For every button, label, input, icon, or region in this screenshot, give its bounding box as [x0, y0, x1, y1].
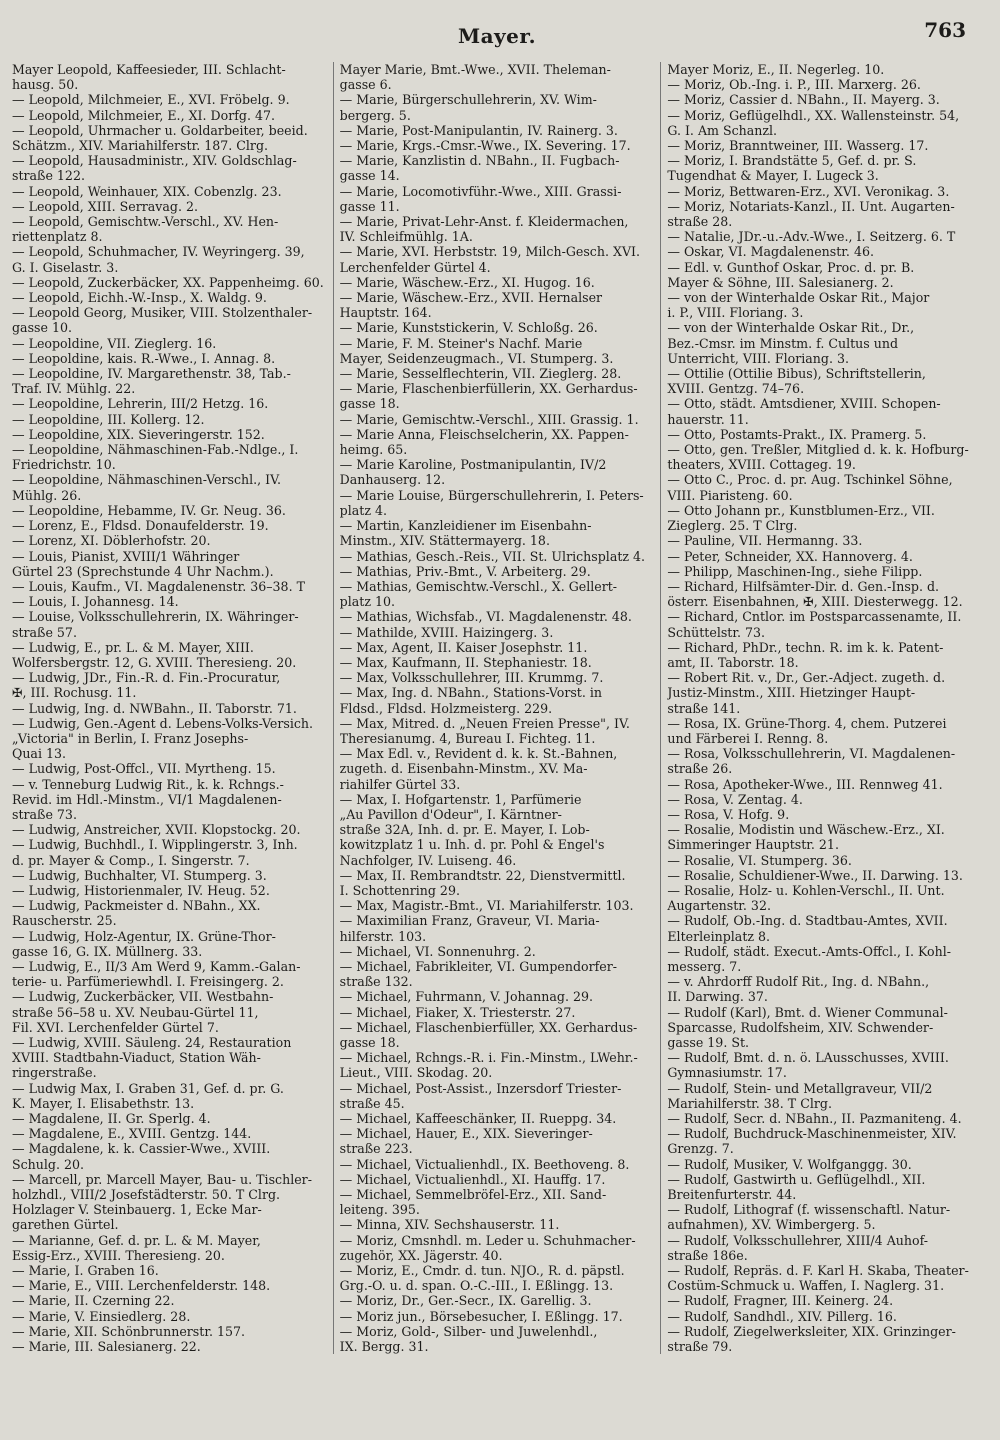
- entry-line: theaters, XVIII. Cottageg. 19.: [667, 457, 856, 473]
- entry-line: — Leopold, Uhrmacher u. Goldarbeiter, beeid.: [12, 122, 308, 138]
- entry-line: Gymnasiumstr. 17.: [667, 1065, 787, 1081]
- entry-line: — Marie, XVI. Herbststr. 19, Milch-Gesch. XVI.: [339, 244, 641, 260]
- entry-line: straße 132.: [339, 974, 413, 990]
- entry-line: — Otto C., Proc. d. pr. Aug. Tschinkel Söhne,: [667, 472, 953, 488]
- entry-line: — Michael, Rchngs.-R. i. Fin.-Minstm., LWehr.-: [339, 1050, 638, 1066]
- column-right: [660, 62, 988, 1354]
- entry-line: aufnahmen), XV. Wimbergerg. 5.: [667, 1217, 876, 1233]
- entry-line: XVIII. Gentzg. 74–76.: [667, 381, 805, 397]
- entry-line: — Leopoldine, III. Kollerg. 12.: [12, 411, 205, 427]
- entry-line: — Ludwig, Gen.-Agent d. Lebens-Volks-Versich.: [12, 715, 314, 731]
- entry-line: — Rudolf, städt. Execut.-Amts-Offcl., I. Kohl-: [667, 943, 952, 959]
- entry-line: — Max, Volksschullehrer, III. Krummg. 7.: [339, 670, 604, 686]
- entry-line: zugehör, XX. Jägerstr. 40.: [339, 1247, 503, 1263]
- entry-line: d. pr. Mayer & Comp., I. Singerstr. 7.: [12, 852, 250, 868]
- entry-line: gasse 14.: [339, 168, 400, 184]
- entry-line: — Ludwig, XVIII. Säuleng. 24, Restauration: [12, 1035, 292, 1050]
- entry-line: — Rudolf, Lithograf (f. wissenschaftl. Natur-: [667, 1202, 951, 1218]
- entry-line: G. I. Giselastr. 3.: [12, 259, 119, 275]
- entry-line: bergerg. 5.: [339, 107, 411, 123]
- entry-line: — Max, Kaufmann, II. Stephaniestr. 18.: [339, 654, 592, 670]
- entry-line: — Robert Rit. v., Dr., Ger.-Adject. zugeth. d.: [667, 670, 946, 686]
- entry-line: — Max, I. Hofgartenstr. 1, Parfümerie: [339, 791, 582, 807]
- entry-line: — Otto Johann pr., Kunstblumen-Erz., VII.: [667, 502, 935, 518]
- entry-line: Sparcasse, Rudolfsheim, XIV. Schwender-: [667, 1019, 934, 1035]
- entry-line: — Marie, Post-Manipulantin, IV. Rainerg. 3.: [339, 122, 618, 138]
- entry-line: — Rudolf, Bmt. d. n. ö. LAusschusses, XVIII.: [667, 1050, 949, 1066]
- entry-line: Schulg. 20.: [12, 1156, 85, 1172]
- entry-line: — v. Ahrdorff Rudolf Rit., Ing. d. NBahn.,: [667, 974, 930, 990]
- entry-line: Lerchenfelder Gürtel 4.: [339, 259, 491, 275]
- entry-line: Mayer & Söhne, III. Salesianerg. 2.: [667, 274, 894, 290]
- entry-line: riettenplatz 8.: [12, 229, 103, 245]
- entry-line: — Marianne, Gef. d. pr. L. & M. Mayer,: [12, 1232, 261, 1248]
- entry-line: — Martin, Kanzleidiener im Eisenbahn-: [339, 518, 592, 534]
- entry-line: — Leopoldine, XIX. Sieveringerstr. 152.: [12, 426, 265, 442]
- entry-line: — Ludwig, Anstreicher, XVII. Klopstockg. 20.: [12, 822, 301, 838]
- entry-line: — Rudolf (Karl), Bmt. d. Wiener Communal-: [667, 1004, 948, 1020]
- entry-line: — Marie Karoline, Postmanipulantin, IV/2: [339, 457, 607, 473]
- entry-line: — Leopold, Zuckerbäcker, XX. Pappenheimg. 60.: [12, 274, 324, 290]
- entry-line: — Ludwig, Buchhalter, VI. Stumperg. 3.: [12, 867, 267, 883]
- entry-line: — Marie, Flaschenbierfüllerin, XX. Gerhardus-: [339, 381, 638, 397]
- entry-line: — Ludwig, Holz-Agentur, IX. Grüne-Thor-: [12, 928, 276, 944]
- entry-line: — Leopold, Milchmeier, E., XI. Dorfg. 47.: [12, 107, 275, 123]
- entry-line: — Rosalie, Modistin und Wäschew.-Erz., XI.: [667, 822, 945, 838]
- entry-line: — Magdalene, k. k. Cassier-Wwe., XVIII.: [12, 1141, 271, 1157]
- entry-line: — Marcell, pr. Marcell Mayer, Bau- u. Tischler-: [12, 1171, 312, 1187]
- entry-line: — Moriz jun., Börsebesucher, I. Eßlingg. 17.: [339, 1308, 623, 1324]
- entry-line: — Max Edl. v., Revident d. k. k. St.-Bahnen,: [339, 746, 618, 762]
- entry-line: — Magdalene, E., XVIII. Gentzg. 144.: [12, 1126, 252, 1142]
- entry-line: — Leopoldine, Hebamme, IV. Gr. Neug. 36.: [12, 502, 286, 518]
- entry-line: straße 122.: [12, 168, 85, 184]
- entry-line: gasse 6.: [339, 77, 392, 93]
- entry-line: platz 4.: [339, 502, 387, 518]
- entry-line: — Marie, Sesselflechterin, VII. Zieglerg. 28.: [339, 366, 622, 382]
- entry-line: — Leopoldine, Lehrerin, III/2 Hetzg. 16.: [12, 396, 269, 412]
- entry-line: gasse 11.: [339, 198, 400, 214]
- entry-line: — Rudolf, Secr. d. NBahn., II. Pazmaniteng. 4.: [667, 1111, 962, 1127]
- entry-line: — Rudolf, Musiker, V. Wolfganggg. 30.: [667, 1156, 912, 1172]
- entry-line: Mühlg. 26.: [12, 487, 82, 503]
- entry-line: — Max, Mitred. d. „Neuen Freien Presse", IV.: [339, 715, 630, 731]
- entry-line: — Max, Magistr.-Bmt., VI. Mariahilferstr. 103.: [339, 898, 634, 914]
- entry-line: — Pauline, VII. Hermanng. 33.: [667, 533, 863, 549]
- entry-line: — Ludwig, Historienmaler, IV. Heug. 52.: [12, 882, 270, 898]
- entry-line: — Richard, Hilfsämter-Dir. d. Gen.-Insp. d.: [667, 578, 940, 594]
- entry-line: — Rudolf, Volksschullehrer, XIII/4 Auhof-: [667, 1232, 929, 1248]
- entry-line: — Maximilian Franz, Graveur, VI. Maria-: [339, 913, 600, 929]
- entry-line: — Lorenz, E., Fldsd. Donaufelderstr. 19.: [12, 518, 269, 534]
- entry-line: — Ludwig, E., II/3 Am Werd 9, Kamm.-Galan-: [12, 958, 301, 974]
- entry-line: — Ludwig, Zuckerbäcker, VII. Westbahn-: [12, 989, 274, 1005]
- entry-line: — Ludwig Max, I. Graben 31, Gef. d. pr. G.: [12, 1080, 284, 1096]
- entry-line: — Leopold Georg, Musiker, VIII. Stolzenthaler-: [12, 305, 313, 321]
- entry-line: riahilfer Gürtel 33.: [339, 776, 461, 792]
- entry-line: Theresianumg. 4, Bureau I. Fichteg. 11.: [339, 730, 596, 746]
- entry-line: hauerstr. 11.: [667, 411, 749, 427]
- entry-line: — Louise, Volksschullehrerin, IX. Währinger-: [12, 609, 299, 625]
- entry-line: messerg. 7.: [667, 958, 742, 974]
- entry-line: — Marie, Krgs.-Cmsr.-Wwe., IX. Severing. 17.: [339, 138, 631, 154]
- entry-line: — Moriz, Geflügelhdl., XX. Wallensteinstr. 54,: [667, 107, 960, 123]
- entry-line: — Leopold, Weinhauer, XIX. Cobenzlg. 23.: [12, 183, 282, 199]
- entry-line: — Leopold, Hausadministr., XIV. Goldschlag-: [12, 153, 297, 169]
- entry-line: Elterleinplatz 8.: [667, 928, 771, 944]
- entry-line: — Max, II. Rembrandtstr. 22, Dienstvermittl.: [339, 867, 626, 883]
- entry-line: — Mathias, Gesch.-Reis., VII. St. Ulrichsplatz 4.: [339, 548, 646, 564]
- entry-line: — Marie Anna, Fleischselcherin, XX. Pappen-: [339, 426, 629, 442]
- column-left: [6, 62, 333, 1354]
- entry-line: — Rosalie, VI. Stumperg. 36.: [667, 852, 852, 868]
- entry-line: Friedrichstr. 10.: [12, 457, 116, 473]
- entry-line: VIII. Piaristeng. 60.: [667, 487, 793, 503]
- entry-line: — Rudolf, Fragner, III. Keinerg. 24.: [667, 1293, 894, 1309]
- entry-line: Minstm., XIV. Stättermayerg. 18.: [339, 533, 550, 549]
- entry-line: — Max, Ing. d. NBahn., Stations-Vorst. in: [339, 685, 603, 701]
- entry-line: straße 26.: [667, 761, 733, 777]
- entry-line: — Rosa, Volksschullehrerin, VI. Magdalenen-: [667, 746, 956, 762]
- entry-line: — Michael, Fiaker, X. Triesterstr. 27.: [339, 1004, 576, 1020]
- entry-line: — Otto, gen. Treßler, Mitglied d. k. k. Hofburg-: [667, 442, 969, 458]
- entry-line: Traf. IV. Mühlg. 22.: [12, 381, 136, 397]
- entry-line: hausg. 50.: [12, 77, 79, 93]
- entry-line: — Louis, I. Johannesg. 14.: [12, 594, 179, 610]
- entry-line: — Michael, Fabrikleiter, VI. Gumpendorfer-: [339, 958, 618, 974]
- entry-line: „Victoria" in Berlin, I. Franz Josephs-: [12, 730, 249, 746]
- entry-line: Schüttelstr. 73.: [667, 624, 766, 640]
- entry-line: Justiz-Minstm., XIII. Hietzinger Haupt-: [667, 685, 916, 701]
- entry-line: Wolfersbergstr. 12, G. XVIII. Theresieng. 20.: [12, 654, 297, 670]
- entry-line: gasse 19. St.: [667, 1035, 750, 1050]
- entry-line: — Ludwig, Buchhdl., I. Wipplingerstr. 3, Inh.: [12, 837, 298, 853]
- entry-line: — v. Tenneburg Ludwig Rit., k. k. Rchngs.-: [12, 776, 284, 792]
- entry-line: — Marie, Bürgerschullehrerin, XV. Wim-: [339, 92, 597, 108]
- entry-line: Rauscherstr. 25.: [12, 913, 117, 929]
- entry-line: „Au Pavillon d'Odeur", I. Kärntner-: [339, 806, 562, 822]
- entry-line: — Leopoldine, kais. R.-Wwe., I. Annag. 8.: [12, 350, 276, 366]
- entry-line: Gürtel 23 (Sprechstunde 4 Uhr Nachm.).: [12, 563, 274, 579]
- entry-line: straße 56–58 u. XV. Neubau-Gürtel 11,: [12, 1004, 259, 1020]
- page-number: 763: [924, 18, 966, 42]
- entry-line: — Michael, Victualienhdl., XI. Hauffg. 17.: [339, 1171, 606, 1187]
- entry-line: — Leopoldine, Nähmaschinen-Verschl., IV.: [12, 472, 282, 488]
- entry-line: — Richard, Cntlor. im Postsparcassenamte, II.: [667, 609, 962, 625]
- entry-line: straße 141.: [667, 700, 741, 716]
- entry-line: — Moriz, Ob.-Ing. i. P., III. Marxerg. 26.: [667, 77, 921, 93]
- entry-line: Unterricht, VIII. Floriang. 3.: [667, 350, 850, 366]
- entry-line: — Otto, Postamts-Prakt., IX. Pramerg. 5.: [667, 426, 927, 442]
- entry-line: ringerstraße.: [12, 1065, 97, 1081]
- entry-line: Mayer, Seidenzeugmach., VI. Stumperg. 3.: [339, 350, 614, 366]
- entry-line: — Moriz, I. Brandstätte 5, Gef. d. pr. S.: [667, 153, 917, 169]
- entry-line: Quai 13.: [12, 746, 67, 762]
- entry-line: — Marie, Wäschew.-Erz., XVII. Hernalser: [339, 290, 603, 306]
- entry-line: straße 186e.: [667, 1247, 748, 1263]
- entry-line: — Moriz, Bettwaren-Erz., XVI. Veronikag. 3.: [667, 183, 950, 199]
- entry-line: — Rudolf, Stein- und Metallgraveur, VII/2: [667, 1080, 933, 1096]
- entry-line: — Rudolf, Gastwirth u. Geflügelhdl., XII.: [667, 1171, 926, 1187]
- entry-line: — Marie, Locomotivführ.-Wwe., XIII. Grassi-: [339, 183, 622, 199]
- entry-line: IX. Bergg. 31.: [339, 1339, 429, 1355]
- entry-line: — von der Winterhalde Oskar Rit., Dr.,: [667, 320, 915, 336]
- entry-line: — Marie, E., VIII. Lerchenfelderstr. 148.: [12, 1278, 271, 1294]
- entry-line: — Marie, Kanzlistin d. NBahn., II. Fugbach-: [339, 153, 620, 169]
- entry-line: — Max, Agent, II. Kaiser Josephstr. 11.: [339, 639, 588, 655]
- entry-line: — Moriz, Branntweiner, III. Wasserg. 17.: [667, 138, 929, 154]
- entry-line: — Leopold, XIII. Serravag. 2.: [12, 198, 198, 214]
- entry-line: Augartenstr. 32.: [667, 898, 771, 914]
- entry-line: — Moriz, Notariats-Kanzl., II. Unt. Augarten-: [667, 198, 955, 214]
- entry-line: Bez.-Cmsr. im Minstm. f. Cultus und: [667, 335, 899, 351]
- entry-line: Holzlager V. Steinbauerg. 1, Ecke Mar-: [12, 1202, 262, 1218]
- entry-line: — Marie, XII. Schönbrunnerstr. 157.: [12, 1323, 246, 1339]
- entry-line: Breitenfurterstr. 44.: [667, 1187, 797, 1203]
- entry-line: — Rosalie, Holz- u. Kohlen-Verschl., II. Unt.: [667, 882, 945, 898]
- entry-line: — Marie, III. Salesianerg. 22.: [12, 1339, 201, 1355]
- entry-line: Lieut., VIII. Skodag. 20.: [339, 1065, 493, 1081]
- entry-line: — Moriz, Cmsnhdl. m. Leder u. Schuhmacher-: [339, 1232, 636, 1248]
- entry-line: straße 79.: [667, 1339, 733, 1355]
- entry-line: Mariahilferstr. 38. T Clrg.: [667, 1095, 832, 1111]
- entry-line: Essig-Erz., XVIII. Theresieng. 20.: [12, 1247, 225, 1263]
- entry-line: gasse 18.: [339, 396, 400, 412]
- entry-line: Schätzm., XIV. Mariahilferstr. 187. Clrg.: [12, 138, 269, 154]
- entry-line: — Ottilie (Ottilie Bibus), Schriftstellerin,: [667, 366, 926, 382]
- entry-line: — Michael, Flaschenbierfüller, XX. Gerhardus-: [339, 1019, 638, 1035]
- entry-line: G. I. Am Schanzl.: [667, 122, 778, 138]
- entry-line: — Mathias, Wichsfab., VI. Magdalenenstr. 48.: [339, 609, 632, 625]
- entry-line: Tugendhat & Mayer, I. Lugeck 3.: [667, 168, 879, 184]
- entry-line: Fldsd., Fldsd. Holzmeisterg. 229.: [339, 700, 553, 716]
- entry-line: — Rudolf, Ob.-Ing. d. Stadtbau-Amtes, XVII.: [667, 913, 948, 929]
- entry-line: — Richard, PhDr., techn. R. im k. k. Patent-: [667, 639, 944, 655]
- entry-line: — Ludwig, E., pr. L. & M. Mayer, XIII.: [12, 639, 254, 655]
- entry-line: — Moriz, Dr., Ger.-Secr., IX. Garellig. 3.: [339, 1293, 592, 1309]
- entry-line: — Mathias, Priv.-Bmt., V. Arbeiterg. 29.: [339, 563, 591, 579]
- entry-line: — Mathias, Gemischtw.-Verschl., X. Gellert-: [339, 578, 618, 594]
- entry-line: und Färberei I. Renng. 8.: [667, 730, 829, 746]
- entry-line: — Lorenz, XI. Döblerhofstr. 20.: [12, 533, 211, 549]
- entry-line: — Rosa, IX. Grüne-Thorg. 4, chem. Putzerei: [667, 715, 947, 731]
- entry-line: gasse 18.: [339, 1035, 400, 1050]
- entry-line: IV. Schleifmühlg. 1A.: [339, 229, 473, 245]
- entry-line: — Leopoldine, VII. Zieglerg. 16.: [12, 335, 217, 351]
- entry-line: i. P., VIII. Floriang. 3.: [667, 305, 804, 321]
- entry-line: — Michael, Kaffeeschänker, II. Rueppg. 34.: [339, 1111, 617, 1127]
- entry-line: — Ludwig, Post-Offcl., VII. Myrtheng. 15.: [12, 761, 276, 777]
- entry-line: — Edl. v. Gunthof Oskar, Proc. d. pr. B.: [667, 259, 915, 275]
- entry-line: — Minna, XIV. Sechshauserstr. 11.: [339, 1217, 560, 1233]
- entry-line: — Marie, Gemischtw.-Verschl., XIII. Grassig. 1.: [339, 411, 639, 427]
- entry-line: holzhdl., VIII/2 Josefstädterstr. 50. T Clrg.: [12, 1187, 281, 1203]
- entry-line: ✠, III. Rochusg. 11.: [12, 685, 137, 701]
- entry-line: — Leopold, Milchmeier, E., XVI. Fröbelg. 9.: [12, 92, 290, 108]
- entry-line: Hauptstr. 164.: [339, 305, 432, 321]
- entry-line: Danhauserg. 12.: [339, 472, 446, 488]
- entry-line: — Marie, Wäschew.-Erz., XI. Hugog. 16.: [339, 274, 595, 290]
- entry-line: — Ludwig, Packmeister d. NBahn., XX.: [12, 898, 261, 914]
- entry-line: K. Mayer, I. Elisabethstr. 13.: [12, 1095, 195, 1111]
- entry-line: — Marie, F. M. Steiner's Nachf. Marie: [339, 335, 583, 351]
- entry-line: — Leopold, Schuhmacher, IV. Weyringerg. 39,: [12, 244, 305, 260]
- entry-line: — Rudolf, Ziegelwerksleiter, XIX. Grinzinger-: [667, 1323, 956, 1339]
- entry-line: — Marie, II. Czerning 22.: [12, 1293, 175, 1309]
- entry-line: — Louis, Kaufm., VI. Magdalenenstr. 36–38. T: [12, 578, 305, 594]
- entry-line: — Michael, Post-Assist., Inzersdorf Triester-: [339, 1080, 622, 1096]
- entry-line: straße 57.: [12, 624, 77, 640]
- page-title: Mayer.: [457, 24, 537, 48]
- entry-line: II. Darwing. 37.: [667, 989, 768, 1005]
- entry-line: — Michael, Fuhrmann, V. Johannag. 29.: [339, 989, 593, 1005]
- entry-line: amt, II. Taborstr. 18.: [667, 654, 799, 670]
- entry-line: — Rosa, Apotheker-Wwe., III. Rennweg 41.: [667, 776, 943, 792]
- entry-line: — Michael, Semmelbröfel-Erz., XII. Sand-: [339, 1187, 607, 1203]
- entry-line: — Otto, städt. Amtsdiener, XVIII. Schopen-: [667, 396, 941, 412]
- entry-line: garethen Gürtel.: [12, 1217, 119, 1233]
- entry-line: — Michael, Victualienhdl., IX. Beethoveng. 8.: [339, 1156, 630, 1172]
- entry-line: hilferstr. 103.: [339, 928, 427, 944]
- entry-line: straße 73.: [12, 806, 77, 822]
- entry-line: — Magdalene, II. Gr. Sperlg. 4.: [12, 1111, 211, 1127]
- entry-line: Simmeringer Hauptstr. 21.: [667, 837, 839, 853]
- entry-line: — Michael, Hauer, E., XIX. Sieveringer-: [339, 1126, 593, 1142]
- entry-line: Mayer Marie, Bmt.-Wwe., XVII. Theleman-: [339, 62, 611, 77]
- entry-line: — Ludwig, JDr., Fin.-R. d. Fin.-Procuratur,: [12, 670, 281, 686]
- entry-line: — Marie Louise, Bürgerschullehrerin, I. Peters-: [339, 487, 644, 503]
- entry-line: — Rosa, V. Zentag. 4.: [667, 791, 803, 807]
- entry-line: platz 10.: [339, 594, 395, 610]
- entry-line: straße 45.: [339, 1095, 405, 1111]
- entry-line: — Louis, Pianist, XVIII/1 Währinger: [12, 548, 240, 564]
- entry-line: — Marie, V. Einsiedlerg. 28.: [12, 1308, 191, 1324]
- entry-line: Nachfolger, IV. Luiseng. 46.: [339, 852, 517, 868]
- entry-line: — Philipp, Maschinen-Ing., siehe Filipp.: [667, 563, 923, 579]
- entry-line: XVIII. Stadtbahn-Viaduct, Station Wäh-: [12, 1050, 261, 1066]
- entry-line: — Rudolf, Sandhdl., XIV. Pillerg. 16.: [667, 1308, 897, 1324]
- entry-line: — Moriz, E., Cmdr. d. tun. NJO., R. d. päpstl.: [339, 1263, 625, 1279]
- entry-line: I. Schottenring 29.: [339, 882, 460, 898]
- entry-line: — von der Winterhalde Oskar Rit., Major: [667, 290, 930, 306]
- entry-line: Mayer Leopold, Kaffeesieder, III. Schlacht-: [12, 62, 286, 77]
- entry-line: straße 32A, Inh. d. pr. E. Mayer, I. Lob-: [339, 822, 590, 838]
- entry-line: Grenzg. 7.: [667, 1141, 734, 1157]
- entry-line: kowitzplatz 1 u. Inh. d. pr. Pohl & Engel's: [339, 837, 605, 853]
- entry-line: österr. Eisenbahnen, ✠, XIII. Diesterwegg. 12.: [667, 594, 963, 610]
- entry-line: — Natalie, JDr.-u.-Adv.-Wwe., I. Seitzerg. 6. T: [667, 229, 956, 245]
- columns: [6, 62, 988, 1354]
- entry-line: Fil. XVI. Lerchenfelder Gürtel 7.: [12, 1019, 219, 1035]
- entry-line: gasse 10.: [12, 320, 72, 336]
- entry-line: Mayer Moriz, E., II. Negerleg. 10.: [667, 62, 885, 77]
- entry-line: Grg.-O. u. d. span. O.-C.-III., I. Eßlingg. 13.: [339, 1278, 614, 1294]
- entry-line: gasse 16, G. IX. Müllnerg. 33.: [12, 943, 203, 959]
- entry-line: straße 28.: [667, 214, 733, 230]
- entry-line: Costüm-Schmuck u. Waffen, I. Naglerg. 31.: [667, 1278, 945, 1294]
- column-middle: [333, 62, 661, 1354]
- entry-line: Zieglerg. 25. T Clrg.: [667, 518, 798, 534]
- entry-line: — Rosalie, Schuldiener-Wwe., II. Darwing. 13.: [667, 867, 963, 883]
- entry-line: — Marie, Privat-Lehr-Anst. f. Kleidermachen,: [339, 214, 629, 230]
- entry-line: — Marie, Kunststickerin, V. Schloßg. 26.: [339, 320, 598, 336]
- entry-line: heimg. 65.: [339, 442, 408, 458]
- entry-line: — Rudolf, Buchdruck-Maschinenmeister, XIV.: [667, 1126, 957, 1142]
- entry-line: — Rosa, V. Hofg. 9.: [667, 806, 790, 822]
- entry-line: — Marie, I. Graben 16.: [12, 1263, 159, 1279]
- entry-line: zugeth. d. Eisenbahn-Minstm., XV. Ma-: [339, 761, 588, 777]
- entry-line: terie- u. Parfümeriewhdl. I. Freisingerg. 2.: [12, 974, 284, 990]
- entry-line: — Leopold, Gemischtw.-Verschl., XV. Hen-: [12, 214, 279, 230]
- entry-line: — Moriz, Cassier d. NBahn., II. Mayerg. 3.: [667, 92, 940, 108]
- entry-line: — Leopold, Eichh.-W.-Insp., X. Waldg. 9.: [12, 290, 267, 306]
- entry-line: leiteng. 395.: [339, 1202, 420, 1218]
- entry-line: Revid. im Hdl.-Minstm., VI/1 Magdalenen-: [12, 791, 282, 807]
- entry-line: — Michael, VI. Sonnenuhrg. 2.: [339, 943, 536, 959]
- entry-line: — Moriz, Gold-, Silber- und Juwelenhdl.,: [339, 1323, 598, 1339]
- page-header: [6, 10, 988, 62]
- entry-line: — Ludwig, Ing. d. NWBahn., II. Taborstr. 71.: [12, 700, 297, 716]
- entry-line: — Leopoldine, IV. Margarethenstr. 38, Tab.-: [12, 366, 291, 382]
- entry-line: — Leopoldine, Nähmaschinen-Fab.-Ndlge., I.: [12, 442, 299, 458]
- entry-line: — Mathilde, XVIII. Haizingerg. 3.: [339, 624, 554, 640]
- entry-line: — Oskar, VI. Magdalenenstr. 46.: [667, 244, 874, 260]
- entry-line: straße 223.: [339, 1141, 413, 1157]
- entry-line: — Rudolf, Repräs. d. F. Karl H. Skaba, Theater-: [667, 1263, 969, 1279]
- entry-line: — Peter, Schneider, XX. Hannoverg. 4.: [667, 548, 913, 564]
